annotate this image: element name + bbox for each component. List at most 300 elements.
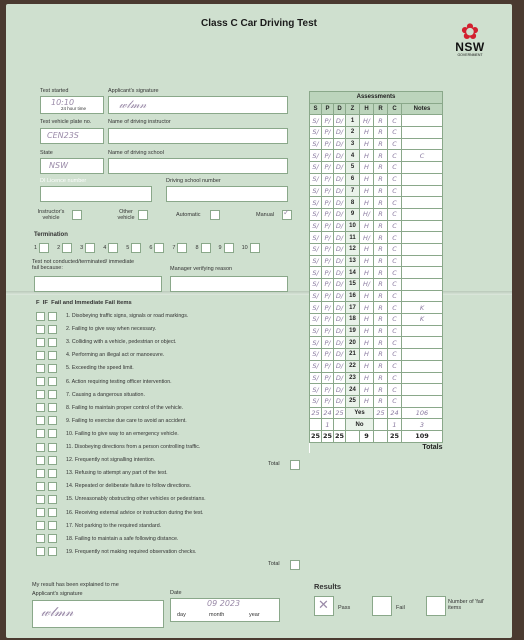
assessment-cell[interactable]: H [360, 267, 374, 279]
assessment-cell[interactable]: R [374, 255, 388, 267]
assessment-cell[interactable]: R [374, 138, 388, 150]
assessment-cell[interactable]: 4 [346, 150, 360, 162]
assessment-cell[interactable]: P/ [322, 185, 334, 197]
assessment-cell[interactable]: P/ [322, 127, 334, 139]
assessment-cell[interactable]: H [360, 372, 374, 384]
assessment-cell[interactable]: D/ [334, 115, 346, 127]
fail-checkbox[interactable] [36, 364, 45, 373]
assessment-cell[interactable]: D/ [334, 279, 346, 291]
fail-checkbox[interactable] [36, 521, 45, 530]
fail-item-row [36, 546, 306, 558]
assessment-cell[interactable]: 10 [346, 220, 360, 232]
assessment-cell[interactable]: C [388, 220, 402, 232]
assessment-cell[interactable]: P/ [322, 314, 334, 326]
assessment-cell[interactable]: C [388, 243, 402, 255]
immediate-fail-checkbox[interactable] [48, 312, 57, 321]
assessment-cell[interactable]: P/ [322, 395, 334, 407]
assessment-cell[interactable]: H [360, 197, 374, 209]
assessment-cell[interactable]: S/ [310, 115, 322, 127]
assessment-cell[interactable]: R [374, 290, 388, 302]
assessment-cell[interactable]: D/ [334, 267, 346, 279]
instructor-vehicle-checkbox[interactable] [72, 210, 82, 220]
yes-cell[interactable]: 25 [311, 408, 320, 417]
assessment-cell[interactable]: 25 [346, 395, 360, 407]
assessment-cell[interactable] [402, 372, 443, 384]
assessment-cell[interactable] [402, 279, 443, 291]
assessment-cell[interactable]: 12 [346, 243, 360, 255]
assessment-cell[interactable]: H/ [360, 115, 374, 127]
assessment-cell[interactable]: 11 [346, 232, 360, 244]
immediate-fail-checkbox[interactable] [48, 325, 57, 334]
assessment-cell[interactable]: D/ [334, 314, 346, 326]
assessment-cell[interactable]: H [360, 185, 374, 197]
assessment-cell[interactable]: H [360, 290, 374, 302]
assessment-cell[interactable]: P/ [322, 255, 334, 267]
assessment-cell[interactable]: H [360, 349, 374, 361]
termination-checkbox[interactable] [108, 243, 118, 253]
automatic-checkbox[interactable] [210, 210, 220, 220]
assessment-cell[interactable]: S/ [310, 325, 322, 337]
school-label: Name of driving school [108, 150, 164, 156]
assessment-cell[interactable]: D/ [334, 220, 346, 232]
assessment-cell[interactable]: D/ [334, 395, 346, 407]
assessment-cell[interactable]: P/ [322, 162, 334, 174]
immediate-fail-checkbox[interactable] [48, 338, 57, 347]
assessment-cell[interactable]: S/ [310, 185, 322, 197]
assessment-cell[interactable]: C [388, 360, 402, 372]
assessment-cell[interactable]: C [388, 325, 402, 337]
fail-checkbox[interactable] [36, 469, 45, 478]
assessment-cell[interactable]: D/ [334, 360, 346, 372]
termination-checkbox[interactable] [154, 243, 164, 253]
no-cell[interactable]: 1 [388, 419, 402, 431]
assessment-cell[interactable]: P/ [322, 220, 334, 232]
assessment-cell[interactable]: R [374, 395, 388, 407]
immediate-fail-checkbox[interactable] [48, 443, 57, 452]
fail-checkbox[interactable] [36, 482, 45, 491]
assessment-cell[interactable]: S/ [310, 279, 322, 291]
assessment-cell[interactable]: C [388, 197, 402, 209]
immediate-fail-checkbox[interactable] [48, 416, 57, 425]
plate-field[interactable]: CEN23S [40, 128, 104, 144]
assessment-cell[interactable]: C [388, 232, 402, 244]
immediate-fail-checkbox[interactable] [48, 482, 57, 491]
assessment-cell[interactable]: C [388, 173, 402, 185]
assessment-cell[interactable]: S/ [310, 290, 322, 302]
assessment-cell[interactable] [346, 430, 360, 442]
termination-checkbox[interactable] [62, 243, 72, 253]
other-vehicle-checkbox[interactable] [138, 210, 148, 220]
manual-checkbox[interactable] [282, 210, 292, 220]
assessment-cell[interactable]: P/ [322, 138, 334, 150]
manager-field[interactable] [170, 276, 288, 292]
signature-scribble: 𝓌𝓁𝓂𝓃 [119, 98, 147, 111]
assessment-cell[interactable]: H [360, 173, 374, 185]
fail-checkbox[interactable] [36, 312, 45, 321]
assessment-cell[interactable]: S/ [310, 243, 322, 255]
assessment-cell[interactable]: 1 [346, 115, 360, 127]
assessment-cell[interactable]: R [374, 302, 388, 314]
assessment-cell[interactable]: 22 [346, 360, 360, 372]
fail-checkbox[interactable] [36, 443, 45, 452]
fail-item-row [36, 389, 306, 401]
assessment-cell[interactable]: S/ [310, 173, 322, 185]
termination-checkbox[interactable] [177, 243, 187, 253]
assessment-cell[interactable] [402, 115, 443, 127]
assessment-cell[interactable]: R [374, 384, 388, 396]
assessment-cell[interactable]: S/ [310, 150, 322, 162]
assessment-cell[interactable] [402, 185, 443, 197]
fail-item-row [36, 415, 306, 427]
fail-item-row [36, 533, 306, 545]
assessment-cell[interactable]: C [388, 185, 402, 197]
assessment-cell[interactable]: 8 [346, 197, 360, 209]
assessment-cell[interactable]: S/ [310, 372, 322, 384]
assessment-cell[interactable]: P/ [322, 349, 334, 361]
assessment-cell[interactable]: 18 [346, 314, 360, 326]
assessment-cell[interactable]: 6 [346, 173, 360, 185]
assessment-cell[interactable]: R [374, 325, 388, 337]
date-field[interactable]: 09 2023 day month year [170, 598, 280, 622]
assessment-cell[interactable]: 16 [346, 290, 360, 302]
assessment-cell[interactable]: H [360, 384, 374, 396]
assessment-cell[interactable]: D/ [334, 243, 346, 255]
assessment-cell[interactable] [402, 325, 443, 337]
assessment-cell[interactable]: R [374, 173, 388, 185]
applicant-signature-field[interactable] [108, 96, 288, 114]
assessment-cell[interactable]: H [360, 325, 374, 337]
immediate-fail-checkbox[interactable] [48, 351, 57, 360]
assessment-cell[interactable]: S/ [310, 395, 322, 407]
assessment-cell[interactable]: S/ [310, 302, 322, 314]
assessment-cell[interactable] [402, 138, 443, 150]
assessment-cell[interactable]: S/ [310, 255, 322, 267]
assessment-cell[interactable]: 7 [346, 185, 360, 197]
fail-checkbox[interactable] [36, 508, 45, 517]
assessment-cell[interactable]: 21 [346, 349, 360, 361]
assessment-cell[interactable]: C [388, 395, 402, 407]
assessment-cell[interactable]: C [388, 290, 402, 302]
assessment-cell[interactable] [402, 384, 443, 396]
assessment-cell[interactable]: 9 [360, 430, 374, 442]
immediate-fail-checkbox[interactable] [48, 534, 57, 543]
yes-cell[interactable]: 24 [388, 407, 402, 419]
assessment-cell[interactable]: D/ [334, 302, 346, 314]
assessment-cell[interactable] [402, 208, 443, 220]
assessment-cell[interactable]: 17 [346, 302, 360, 314]
assessment-cell[interactable]: D/ [334, 349, 346, 361]
fail-checkbox[interactable] [36, 390, 45, 399]
termination-checkbox[interactable] [224, 243, 234, 253]
assessment-cell[interactable]: C [388, 349, 402, 361]
immediate-fail-checkbox[interactable] [48, 364, 57, 373]
yes-cell[interactable]: 24 [323, 408, 332, 417]
immediate-fail-checkbox[interactable] [48, 429, 57, 438]
assessment-cell[interactable]: H [360, 314, 374, 326]
assessment-cell[interactable]: 2 [346, 127, 360, 139]
assessment-cell[interactable]: 9 [346, 208, 360, 220]
termination-checkbox[interactable] [39, 243, 49, 253]
assessment-cell[interactable]: H [360, 127, 374, 139]
assessment-cell[interactable] [402, 220, 443, 232]
assessment-cell[interactable]: C [388, 337, 402, 349]
immediate-fail-checkbox[interactable] [48, 456, 57, 465]
assessment-cell[interactable]: P/ [322, 232, 334, 244]
assessment-cell[interactable]: D/ [334, 162, 346, 174]
assessment-cell[interactable] [402, 360, 443, 372]
assessment-cell[interactable]: R [374, 185, 388, 197]
not-conducted-field[interactable] [34, 276, 162, 292]
assessment-cell[interactable]: 25 [322, 432, 333, 441]
assessment-cell[interactable]: H [360, 150, 374, 162]
assessment-cell[interactable] [402, 255, 443, 267]
assessment-cell[interactable]: K [402, 314, 443, 326]
no-cell[interactable] [374, 419, 388, 431]
assessment-cell[interactable]: H [360, 360, 374, 372]
assessment-cell[interactable]: R [374, 162, 388, 174]
termination-checkbox[interactable] [131, 243, 141, 253]
termination-options [34, 242, 284, 254]
assessment-cell[interactable]: 20 [346, 337, 360, 349]
assessment-cell[interactable]: R [374, 243, 388, 255]
assessment-cell[interactable]: D/ [334, 372, 346, 384]
total-box-1[interactable] [290, 460, 300, 470]
assessment-cell[interactable]: D/ [334, 185, 346, 197]
assessment-cell[interactable] [402, 243, 443, 255]
fail-checkbox[interactable] [36, 429, 45, 438]
assessment-cell[interactable] [402, 127, 443, 139]
assessment-cell[interactable] [402, 232, 443, 244]
pass-checkbox[interactable] [314, 596, 334, 616]
assessment-cell[interactable] [402, 162, 443, 174]
state-field[interactable]: NSW [40, 158, 104, 174]
assessment-cell[interactable]: D/ [334, 150, 346, 162]
total-label-1: Total [268, 461, 280, 467]
licence-field[interactable] [40, 186, 152, 202]
assessment-cell[interactable]: P/ [322, 208, 334, 220]
assessment-cell[interactable]: C [388, 162, 402, 174]
assessment-cell[interactable]: R [374, 220, 388, 232]
assessment-cell[interactable]: H [360, 162, 374, 174]
assessment-cell[interactable]: S/ [310, 197, 322, 209]
assessment-cell[interactable]: H [360, 337, 374, 349]
assessment-cell[interactable]: C [388, 279, 402, 291]
assessment-cell[interactable]: P/ [322, 279, 334, 291]
assessment-cell[interactable]: S/ [310, 127, 322, 139]
assessment-cell[interactable]: R [374, 314, 388, 326]
no-cell[interactable] [310, 419, 322, 431]
immediate-fail-checkbox[interactable] [48, 508, 57, 517]
assessment-cell[interactable]: R [374, 267, 388, 279]
assessment-cell[interactable]: 15 [346, 279, 360, 291]
column-header: P [322, 103, 334, 115]
fail-checkbox[interactable] [36, 377, 45, 386]
assessment-cell[interactable]: D/ [334, 173, 346, 185]
assessment-cell[interactable]: S/ [310, 360, 322, 372]
assessment-cell[interactable]: S/ [310, 138, 322, 150]
assessment-cell[interactable]: C [388, 314, 402, 326]
assessment-cell[interactable]: D/ [334, 337, 346, 349]
assessment-cell[interactable]: R [374, 372, 388, 384]
assessment-cell[interactable]: C [388, 127, 402, 139]
assessment-cell[interactable]: C [388, 384, 402, 396]
assessment-cell[interactable]: 5 [346, 162, 360, 174]
assessment-cell[interactable]: S/ [310, 349, 322, 361]
assessment-cell[interactable]: C [388, 372, 402, 384]
fail-count-box[interactable] [426, 596, 446, 616]
assessment-cell[interactable] [402, 267, 443, 279]
yes-cell[interactable]: 106 [402, 407, 443, 419]
assessment-cell[interactable]: H [360, 243, 374, 255]
assessment-cell[interactable]: 14 [346, 267, 360, 279]
termination-checkbox[interactable] [250, 243, 260, 253]
assessment-cell[interactable]: H/ [360, 208, 374, 220]
assessment-cell[interactable]: 25 [334, 432, 345, 441]
fail-checkbox[interactable] [36, 325, 45, 334]
immediate-fail-checkbox[interactable] [48, 547, 57, 556]
assessment-cell[interactable]: 25 [388, 430, 402, 442]
yes-cell[interactable]: 25 [335, 408, 344, 417]
assessment-cell[interactable]: P/ [322, 372, 334, 384]
assessment-cell[interactable]: R [374, 349, 388, 361]
assessment-cell[interactable]: D/ [334, 255, 346, 267]
no-cell[interactable] [334, 419, 346, 431]
assessment-cell[interactable]: P/ [322, 243, 334, 255]
assessment-cell[interactable]: P/ [322, 290, 334, 302]
assessment-cell[interactable]: H [360, 255, 374, 267]
no-cell[interactable]: 3 [402, 419, 443, 431]
assessment-cell[interactable]: R [374, 127, 388, 139]
assessment-cell[interactable]: P/ [322, 197, 334, 209]
assessment-cell[interactable]: C [388, 302, 402, 314]
fail-checkbox[interactable] [36, 534, 45, 543]
immediate-fail-checkbox[interactable] [48, 495, 57, 504]
assessment-cell[interactable] [402, 395, 443, 407]
assessment-cell[interactable]: C [402, 150, 443, 162]
assessment-cell[interactable]: 25 [310, 432, 321, 441]
assessment-cell[interactable]: P/ [322, 173, 334, 185]
assessment-cell[interactable]: C [388, 115, 402, 127]
assessment-cell[interactable]: P/ [322, 325, 334, 337]
assessment-cell[interactable]: P/ [322, 384, 334, 396]
assessment-cell[interactable]: S/ [310, 267, 322, 279]
assessment-cell[interactable]: P/ [322, 267, 334, 279]
assessment-cell[interactable]: R [374, 115, 388, 127]
fail-checkbox[interactable] [36, 351, 45, 360]
assessment-cell[interactable]: 3 [346, 138, 360, 150]
immediate-fail-checkbox[interactable] [48, 521, 57, 530]
assessment-cell[interactable]: S/ [310, 220, 322, 232]
assessment-cell[interactable]: 19 [346, 325, 360, 337]
termination-checkbox[interactable] [201, 243, 211, 253]
fail-checkbox[interactable] [372, 596, 392, 616]
fail-checkbox[interactable] [36, 547, 45, 556]
assessment-cell[interactable]: 24 [346, 384, 360, 396]
assessment-cell[interactable]: S/ [310, 337, 322, 349]
assessment-cell[interactable]: H [360, 138, 374, 150]
assessment-cell[interactable] [374, 430, 388, 442]
assessment-cell[interactable]: H [360, 395, 374, 407]
yes-cell[interactable]: 25 [374, 407, 388, 419]
assessment-cell[interactable]: P/ [322, 150, 334, 162]
assessment-cell[interactable]: P/ [322, 337, 334, 349]
assessment-cell[interactable]: S/ [310, 232, 322, 244]
assessment-cell[interactable]: R [374, 150, 388, 162]
school-field[interactable] [108, 158, 288, 174]
assessment-cell[interactable]: R [374, 337, 388, 349]
assessment-cell[interactable]: C [388, 267, 402, 279]
immediate-fail-checkbox[interactable] [48, 469, 57, 478]
instructor-field[interactable] [108, 128, 288, 144]
assessment-cell[interactable]: C [388, 138, 402, 150]
assessment-cell[interactable]: S/ [310, 162, 322, 174]
assessment-cell[interactable]: D/ [334, 232, 346, 244]
assessment-cell[interactable]: R [374, 197, 388, 209]
assessment-cell[interactable]: R [374, 279, 388, 291]
fail-checkbox[interactable] [36, 456, 45, 465]
assessment-cell[interactable]: D/ [334, 290, 346, 302]
termination-checkbox[interactable] [85, 243, 95, 253]
assessment-cell[interactable]: P/ [322, 360, 334, 372]
assessment-cell[interactable] [402, 290, 443, 302]
assessment-cell[interactable]: H/ [360, 279, 374, 291]
assessment-cell[interactable]: C [388, 150, 402, 162]
assessment-cell[interactable]: D/ [334, 325, 346, 337]
no-cell[interactable]: 1 [322, 419, 334, 431]
assessment-cell[interactable]: H/ [360, 232, 374, 244]
assessment-cell[interactable]: P/ [322, 115, 334, 127]
assessment-cell[interactable] [402, 197, 443, 209]
fail-checkbox[interactable] [36, 416, 45, 425]
assessment-cell[interactable]: S/ [310, 384, 322, 396]
assessment-cell[interactable]: C [388, 208, 402, 220]
assessment-cell[interactable]: 23 [346, 372, 360, 384]
fail-checkbox[interactable] [36, 403, 45, 412]
assessment-cell[interactable]: 109 [402, 430, 443, 442]
assessment-cell[interactable]: D/ [334, 384, 346, 396]
assessment-cell[interactable]: D/ [334, 208, 346, 220]
assessment-cell[interactable] [402, 337, 443, 349]
assessment-cell[interactable]: 13 [346, 255, 360, 267]
school-number-field[interactable] [166, 186, 288, 202]
assessment-cell[interactable]: P/ [322, 302, 334, 314]
test-started-field[interactable]: 10:10 24 hour time [40, 96, 104, 114]
assessment-cell[interactable]: K [402, 302, 443, 314]
immediate-fail-checkbox[interactable] [48, 403, 57, 412]
total-box-2[interactable] [290, 560, 300, 570]
assessment-cell[interactable]: D/ [334, 197, 346, 209]
immediate-fail-checkbox[interactable] [48, 377, 57, 386]
assessment-cell[interactable]: D/ [334, 138, 346, 150]
assessment-cell[interactable]: S/ [310, 208, 322, 220]
assessment-cell[interactable]: D/ [334, 127, 346, 139]
fail-checkbox[interactable] [36, 495, 45, 504]
assessment-cell[interactable]: H [360, 220, 374, 232]
assessment-cell[interactable]: R [374, 232, 388, 244]
fail-item-row [36, 428, 306, 440]
assessment-cell[interactable]: C [388, 255, 402, 267]
no-label: No [346, 419, 374, 431]
assessment-cell[interactable]: R [374, 360, 388, 372]
footer-signature-field[interactable] [32, 600, 164, 628]
assessment-cell[interactable]: H [360, 302, 374, 314]
assessment-cell[interactable]: R [374, 208, 388, 220]
assessment-cell[interactable] [402, 349, 443, 361]
immediate-fail-checkbox[interactable] [48, 390, 57, 399]
assessment-cell[interactable] [402, 173, 443, 185]
assessment-cell[interactable]: S/ [310, 314, 322, 326]
fail-checkbox[interactable] [36, 338, 45, 347]
